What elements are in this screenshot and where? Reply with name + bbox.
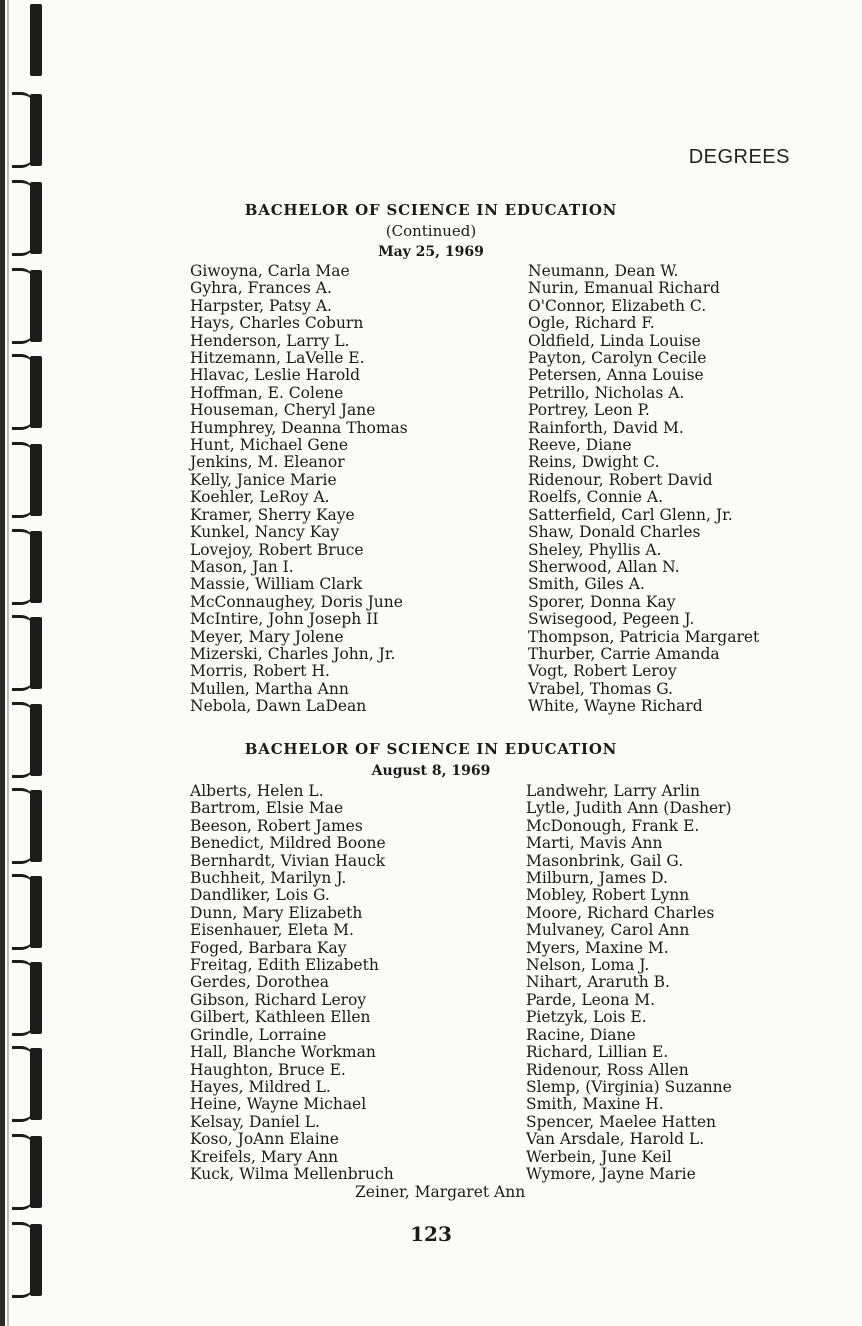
graduate-name: Sheley, Phyllis A. xyxy=(528,540,662,559)
graduate-name: Vrabel, Thomas G. xyxy=(528,679,673,698)
section-title-may: BACHELOR OF SCIENCE IN EDUCATION xyxy=(244,201,618,219)
graduate-name: Ridenour, Robert David xyxy=(528,470,713,489)
binding-ring xyxy=(12,1044,42,1124)
binding-ring xyxy=(12,352,42,432)
graduate-name: Slemp, (Virginia) Suzanne xyxy=(526,1077,732,1096)
graduate-name: Nelson, Loma J. xyxy=(526,956,650,975)
graduate-name: Hunt, Michael Gene xyxy=(190,436,349,455)
graduate-name: Dandliker, Lois G. xyxy=(190,886,330,905)
graduate-name: Roelfs, Connie A. xyxy=(528,488,664,507)
graduate-name: Morris, Robert H. xyxy=(190,662,330,681)
graduate-name: Bartrom, Elsie Mae xyxy=(190,799,344,818)
graduate-name: Foged, Barbara Kay xyxy=(190,938,347,957)
graduate-name: Petrillo, Nicholas A. xyxy=(528,383,685,402)
graduate-name: Landwehr, Larry Arlin xyxy=(526,782,700,800)
graduate-name: Marti, Mavis Ann xyxy=(526,834,663,853)
graduate-name: Payton, Carolyn Cecile xyxy=(528,349,707,368)
graduate-name: Sherwood, Allan N. xyxy=(528,557,680,576)
graduate-name: Heine, Wayne Michael xyxy=(190,1095,367,1114)
graduate-name: Werbein, June Keil xyxy=(526,1147,672,1166)
graduate-name: Moore, Richard Charles xyxy=(526,903,715,922)
graduate-name: Wymore, Jayne Marie xyxy=(526,1164,696,1183)
binding-ring xyxy=(12,872,42,952)
graduate-name: White, Wayne Richard xyxy=(528,697,703,716)
section-date-august: August 8, 1969 xyxy=(371,763,491,779)
page-header: DEGREES xyxy=(688,146,790,168)
graduate-name: Smith, Giles A. xyxy=(528,575,645,594)
graduate-name: Mizerski, Charles John, Jr. xyxy=(190,644,396,663)
graduate-name: Giwoyna, Carla Mae xyxy=(190,262,350,280)
graduate-name: Nurin, Emanual Richard xyxy=(528,279,720,298)
binding-ring xyxy=(12,1132,42,1212)
binding-ring xyxy=(12,90,42,170)
graduate-name: Mason, Jan I. xyxy=(190,557,294,576)
graduate-name: Oldfield, Linda Louise xyxy=(528,331,701,350)
graduate-name: Masonbrink, Gail G. xyxy=(526,851,684,870)
graduate-name: Rainforth, David M. xyxy=(528,418,684,437)
graduate-name: Neumann, Dean W. xyxy=(528,262,679,280)
graduate-name: Parde, Leona M. xyxy=(526,990,656,1009)
binding-ring xyxy=(12,613,42,693)
graduate-name: Alberts, Helen L. xyxy=(190,782,324,800)
graduate-name: Milburn, James D. xyxy=(526,869,668,888)
graduate-name: Hlavac, Leslie Harold xyxy=(190,366,361,385)
graduate-name: Houseman, Cheryl Jane xyxy=(190,401,376,420)
graduate-name: Gilbert, Kathleen Ellen xyxy=(190,1008,371,1027)
graduate-list-may-right xyxy=(528,263,759,716)
graduate-name: Eisenhauer, Eleta M. xyxy=(190,921,354,940)
graduate-name: Pietzyk, Lois E. xyxy=(526,1008,647,1027)
graduate-name: Grindle, Lorraine xyxy=(190,1025,327,1044)
graduate-name: Jenkins, M. Eleanor xyxy=(190,453,345,472)
graduate-name: Koehler, LeRoy A. xyxy=(190,488,330,507)
graduate-name: Kelly, Janice Marie xyxy=(190,470,337,489)
graduate-name: Lovejoy, Robert Bruce xyxy=(190,540,364,559)
graduate-name: Kramer, Sherry Kaye xyxy=(190,505,355,524)
graduate-name: Nihart, Araruth B. xyxy=(526,973,670,992)
graduate-name-centered: Zeiner, Margaret Ann xyxy=(355,1183,526,1201)
graduate-name: Beeson, Robert James xyxy=(190,816,363,835)
graduate-name: Hays, Charles Coburn xyxy=(190,314,364,333)
graduate-name: Gibson, Richard Leroy xyxy=(190,990,367,1009)
binding-spine-edge xyxy=(7,0,9,1326)
graduate-name: Mullen, Martha Ann xyxy=(190,679,349,698)
graduate-name: Bernhardt, Vivian Hauck xyxy=(190,851,386,870)
graduate-name: McIntire, John Joseph II xyxy=(190,610,379,629)
graduate-name: Petersen, Anna Louise xyxy=(528,366,704,385)
graduate-name: Benedict, Mildred Boone xyxy=(190,834,386,853)
binding-spine xyxy=(0,0,5,1326)
graduate-name: Nebola, Dawn LaDean xyxy=(190,697,367,716)
graduate-name: Spencer, Maelee Hatten xyxy=(526,1112,716,1131)
binding-ring xyxy=(12,440,42,520)
graduate-name: Reeve, Diane xyxy=(528,436,632,455)
graduate-name: Harpster, Patsy A. xyxy=(190,296,332,315)
graduate-name: Portrey, Leon P. xyxy=(528,401,650,420)
graduate-name: Ridenour, Ross Allen xyxy=(526,1060,689,1079)
graduate-name: Buchheit, Marilyn J. xyxy=(190,869,347,888)
graduate-list-may-left xyxy=(190,263,408,716)
graduate-name: Humphrey, Deanna Thomas xyxy=(190,418,408,437)
graduate-name: Dunn, Mary Elizabeth xyxy=(190,903,363,922)
graduate-name: Koso, JoAnn Elaine xyxy=(190,1130,339,1149)
binding-ring xyxy=(12,266,42,346)
graduate-name: O'Connor, Elizabeth C. xyxy=(528,296,707,315)
graduate-name: Mobley, Robert Lynn xyxy=(526,886,690,905)
graduate-name: Ogle, Richard F. xyxy=(528,314,655,333)
graduate-name: Hitzemann, LaVelle E. xyxy=(190,349,365,368)
graduate-name: Gyhra, Frances A. xyxy=(190,279,332,298)
graduate-name: Swisegood, Pegeen J. xyxy=(528,610,695,629)
graduate-name: Kunkel, Nancy Kay xyxy=(190,523,340,542)
graduate-name: Racine, Diane xyxy=(526,1025,636,1044)
graduate-name: Reins, Dwight C. xyxy=(528,453,660,472)
graduate-name: Lytle, Judith Ann (Dasher) xyxy=(526,799,732,818)
graduate-name: Van Arsdale, Harold L. xyxy=(526,1130,705,1149)
graduate-name: Kreifels, Mary Ann xyxy=(190,1147,339,1166)
graduate-name: Thompson, Patricia Margaret xyxy=(528,627,760,646)
graduate-name: Myers, Maxine M. xyxy=(526,938,669,957)
binding-ring xyxy=(12,958,42,1038)
section-date-may: May 25, 1969 xyxy=(378,244,484,260)
graduate-name: Kelsay, Daniel L. xyxy=(190,1112,320,1131)
spiral-binding xyxy=(0,0,48,1326)
graduate-name: Meyer, Mary Jolene xyxy=(190,627,344,646)
graduate-name: Smith, Maxine H. xyxy=(526,1095,664,1114)
graduate-name: Richard, Lillian E. xyxy=(526,1043,669,1062)
graduate-name: Thurber, Carrie Amanda xyxy=(528,644,720,663)
graduate-name: Massie, William Clark xyxy=(190,575,363,594)
page-number: 123 xyxy=(410,1222,452,1246)
section-title-august: BACHELOR OF SCIENCE IN EDUCATION xyxy=(244,740,618,758)
graduate-name: Satterfield, Carl Glenn, Jr. xyxy=(528,505,733,524)
graduate-name: Hoffman, E. Colene xyxy=(190,383,344,402)
graduate-name: Henderson, Larry L. xyxy=(190,331,350,350)
graduate-name: McDonough, Frank E. xyxy=(526,816,700,835)
graduate-name: Haughton, Bruce E. xyxy=(190,1060,346,1079)
graduate-name: McConnaughey, Doris June xyxy=(190,592,403,611)
graduate-list-august-left xyxy=(190,783,394,1183)
binding-ring xyxy=(12,786,42,866)
section-subtitle: (Continued) xyxy=(385,222,477,240)
graduate-name: Shaw, Donald Charles xyxy=(528,523,701,542)
graduate-name: Mulvaney, Carol Ann xyxy=(526,921,690,940)
graduate-name: Hall, Blanche Workman xyxy=(190,1043,376,1062)
graduate-name: Kuck, Wilma Mellenbruch xyxy=(190,1164,394,1183)
graduate-name: Hayes, Mildred L. xyxy=(190,1077,331,1096)
graduate-name: Vogt, Robert Leroy xyxy=(528,662,677,681)
graduate-list-august-right xyxy=(526,783,732,1183)
binding-ring xyxy=(12,527,42,607)
binding-ring xyxy=(12,0,42,80)
graduate-name: Sporer, Donna Kay xyxy=(528,592,676,611)
graduate-name: Freitag, Edith Elizabeth xyxy=(190,956,379,975)
graduate-name: Gerdes, Dorothea xyxy=(190,973,329,992)
